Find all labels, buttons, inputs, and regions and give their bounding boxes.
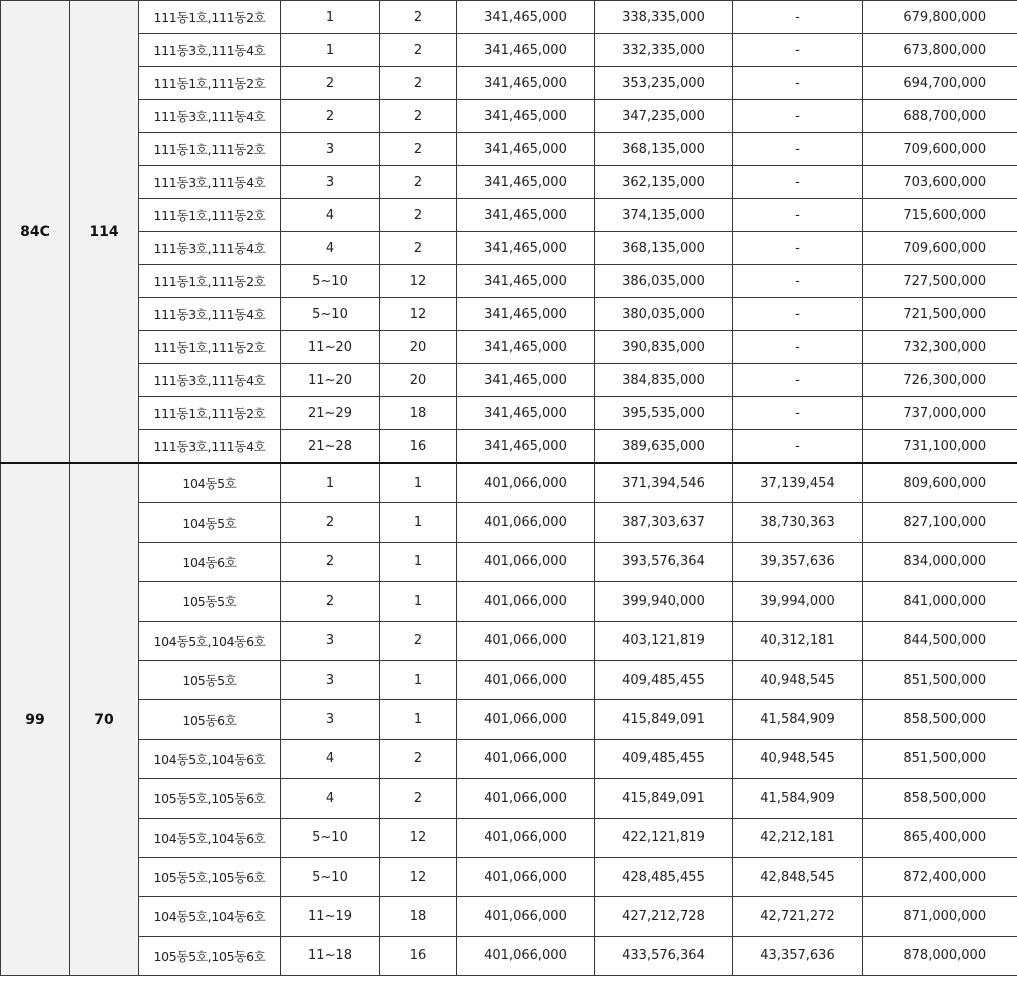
table-row bbox=[1, 818, 1017, 857]
total-cell: 732,300,000 bbox=[863, 331, 1017, 364]
land-cell: 341,465,000 bbox=[457, 397, 595, 430]
building-cell: 353,235,000 bbox=[595, 67, 733, 100]
units-cell: 18 bbox=[380, 897, 457, 936]
table-row bbox=[1, 298, 1017, 331]
building-cell: 433,576,364 bbox=[595, 936, 733, 975]
dong-cell: 111동1호,111동2호 bbox=[139, 331, 281, 364]
floor-cell: 4 bbox=[281, 779, 380, 818]
total-cell: 841,000,000 bbox=[863, 582, 1017, 621]
table-row bbox=[1, 660, 1017, 699]
supply-count-cell: 114 bbox=[70, 1, 139, 464]
dong-cell: 111동3호,111동4호 bbox=[139, 100, 281, 133]
total-cell: 727,500,000 bbox=[863, 265, 1017, 298]
supply-count-cell: 70 bbox=[70, 463, 139, 976]
floor-cell: 4 bbox=[281, 232, 380, 265]
land-cell: 401,066,000 bbox=[457, 739, 595, 778]
land-cell: 341,465,000 bbox=[457, 298, 595, 331]
floor-cell: 5~10 bbox=[281, 298, 380, 331]
dong-cell: 111동3호,111동4호 bbox=[139, 364, 281, 397]
floor-cell: 3 bbox=[281, 133, 380, 166]
table-row bbox=[1, 463, 1017, 503]
table-row bbox=[1, 700, 1017, 739]
land-cell: 341,465,000 bbox=[457, 166, 595, 199]
land-cell: 341,465,000 bbox=[457, 199, 595, 232]
units-cell: 2 bbox=[380, 133, 457, 166]
dong-cell: 105동5호,105동6호 bbox=[139, 857, 281, 896]
dong-cell: 111동3호,111동4호 bbox=[139, 166, 281, 199]
building-cell: 338,335,000 bbox=[595, 1, 733, 34]
units-cell: 20 bbox=[380, 364, 457, 397]
floor-cell: 21~29 bbox=[281, 397, 380, 430]
building-cell: 390,835,000 bbox=[595, 331, 733, 364]
total-cell: 709,600,000 bbox=[863, 232, 1017, 265]
units-cell: 1 bbox=[380, 542, 457, 581]
units-cell: 2 bbox=[380, 199, 457, 232]
vat-cell: 39,994,000 bbox=[733, 582, 863, 621]
units-cell: 1 bbox=[380, 700, 457, 739]
building-cell: 347,235,000 bbox=[595, 100, 733, 133]
land-cell: 401,066,000 bbox=[457, 503, 595, 542]
table-row bbox=[1, 503, 1017, 542]
dong-cell: 104동5호 bbox=[139, 463, 281, 503]
units-cell: 1 bbox=[380, 463, 457, 503]
vat-cell: - bbox=[733, 1, 863, 34]
dong-cell: 105동5호,105동6호 bbox=[139, 936, 281, 975]
table-row bbox=[1, 621, 1017, 660]
building-cell: 409,485,455 bbox=[595, 660, 733, 699]
land-cell: 401,066,000 bbox=[457, 621, 595, 660]
floor-cell: 11~18 bbox=[281, 936, 380, 975]
units-cell: 2 bbox=[380, 232, 457, 265]
vat-cell: 39,357,636 bbox=[733, 542, 863, 581]
building-cell: 427,212,728 bbox=[595, 897, 733, 936]
land-cell: 401,066,000 bbox=[457, 463, 595, 503]
vat-cell: - bbox=[733, 67, 863, 100]
unit-type-cell: 84C bbox=[1, 1, 70, 464]
total-cell: 715,600,000 bbox=[863, 199, 1017, 232]
total-cell: 871,000,000 bbox=[863, 897, 1017, 936]
table-row bbox=[1, 166, 1017, 199]
building-cell: 393,576,364 bbox=[595, 542, 733, 581]
units-cell: 1 bbox=[380, 582, 457, 621]
dong-cell: 104동5호,104동6호 bbox=[139, 739, 281, 778]
table-row bbox=[1, 857, 1017, 896]
floor-cell: 3 bbox=[281, 700, 380, 739]
total-cell: 721,500,000 bbox=[863, 298, 1017, 331]
floor-cell: 3 bbox=[281, 621, 380, 660]
building-cell: 374,135,000 bbox=[595, 199, 733, 232]
total-cell: 694,700,000 bbox=[863, 67, 1017, 100]
floor-cell: 1 bbox=[281, 463, 380, 503]
dong-cell: 111동1호,111동2호 bbox=[139, 133, 281, 166]
building-cell: 399,940,000 bbox=[595, 582, 733, 621]
building-cell: 428,485,455 bbox=[595, 857, 733, 896]
vat-cell: 42,212,181 bbox=[733, 818, 863, 857]
land-cell: 341,465,000 bbox=[457, 100, 595, 133]
vat-cell: - bbox=[733, 331, 863, 364]
units-cell: 2 bbox=[380, 166, 457, 199]
total-cell: 851,500,000 bbox=[863, 660, 1017, 699]
floor-cell: 11~19 bbox=[281, 897, 380, 936]
dong-cell: 104동5호,104동6호 bbox=[139, 897, 281, 936]
building-cell: 332,335,000 bbox=[595, 34, 733, 67]
units-cell: 2 bbox=[380, 621, 457, 660]
units-cell: 12 bbox=[380, 265, 457, 298]
table-row bbox=[1, 34, 1017, 67]
land-cell: 341,465,000 bbox=[457, 1, 595, 34]
units-cell: 12 bbox=[380, 298, 457, 331]
price-table-body bbox=[1, 1, 1017, 976]
dong-cell: 111동1호,111동2호 bbox=[139, 67, 281, 100]
table-row bbox=[1, 331, 1017, 364]
table-row bbox=[1, 430, 1017, 464]
dong-cell: 111동1호,111동2호 bbox=[139, 1, 281, 34]
dong-cell: 104동5호,104동6호 bbox=[139, 818, 281, 857]
vat-cell: 43,357,636 bbox=[733, 936, 863, 975]
land-cell: 401,066,000 bbox=[457, 660, 595, 699]
vat-cell: 40,312,181 bbox=[733, 621, 863, 660]
total-cell: 731,100,000 bbox=[863, 430, 1017, 464]
floor-cell: 2 bbox=[281, 503, 380, 542]
table-row bbox=[1, 199, 1017, 232]
table-row bbox=[1, 232, 1017, 265]
units-cell: 2 bbox=[380, 100, 457, 133]
land-cell: 341,465,000 bbox=[457, 364, 595, 397]
vat-cell: - bbox=[733, 166, 863, 199]
floor-cell: 2 bbox=[281, 542, 380, 581]
land-cell: 401,066,000 bbox=[457, 936, 595, 975]
building-cell: 380,035,000 bbox=[595, 298, 733, 331]
floor-cell: 3 bbox=[281, 660, 380, 699]
table-row bbox=[1, 936, 1017, 975]
table-row bbox=[1, 133, 1017, 166]
dong-cell: 111동3호,111동4호 bbox=[139, 298, 281, 331]
floor-cell: 1 bbox=[281, 34, 380, 67]
building-cell: 384,835,000 bbox=[595, 364, 733, 397]
building-cell: 368,135,000 bbox=[595, 232, 733, 265]
units-cell: 18 bbox=[380, 397, 457, 430]
vat-cell: 41,584,909 bbox=[733, 779, 863, 818]
land-cell: 401,066,000 bbox=[457, 582, 595, 621]
units-cell: 2 bbox=[380, 67, 457, 100]
units-cell: 2 bbox=[380, 779, 457, 818]
total-cell: 834,000,000 bbox=[863, 542, 1017, 581]
dong-cell: 105동5호,105동6호 bbox=[139, 779, 281, 818]
total-cell: 673,800,000 bbox=[863, 34, 1017, 67]
table-row bbox=[1, 739, 1017, 778]
table-row bbox=[1, 1, 1017, 34]
floor-cell: 11~20 bbox=[281, 331, 380, 364]
vat-cell: - bbox=[733, 298, 863, 331]
dong-cell: 105동6호 bbox=[139, 700, 281, 739]
building-cell: 415,849,091 bbox=[595, 779, 733, 818]
units-cell: 1 bbox=[380, 660, 457, 699]
vat-cell: 42,721,272 bbox=[733, 897, 863, 936]
table-row bbox=[1, 67, 1017, 100]
building-cell: 403,121,819 bbox=[595, 621, 733, 660]
vat-cell: 40,948,545 bbox=[733, 660, 863, 699]
floor-cell: 2 bbox=[281, 100, 380, 133]
total-cell: 737,000,000 bbox=[863, 397, 1017, 430]
total-cell: 709,600,000 bbox=[863, 133, 1017, 166]
dong-cell: 111동3호,111동4호 bbox=[139, 430, 281, 464]
dong-cell: 105동5호 bbox=[139, 582, 281, 621]
vat-cell: - bbox=[733, 265, 863, 298]
floor-cell: 2 bbox=[281, 67, 380, 100]
units-cell: 16 bbox=[380, 936, 457, 975]
land-cell: 341,465,000 bbox=[457, 331, 595, 364]
building-cell: 368,135,000 bbox=[595, 133, 733, 166]
units-cell: 16 bbox=[380, 430, 457, 464]
floor-cell: 21~28 bbox=[281, 430, 380, 464]
units-cell: 2 bbox=[380, 1, 457, 34]
dong-cell: 104동5호,104동6호 bbox=[139, 621, 281, 660]
units-cell: 2 bbox=[380, 34, 457, 67]
land-cell: 341,465,000 bbox=[457, 67, 595, 100]
land-cell: 341,465,000 bbox=[457, 265, 595, 298]
vat-cell: - bbox=[733, 364, 863, 397]
units-cell: 20 bbox=[380, 331, 457, 364]
vat-cell: - bbox=[733, 397, 863, 430]
units-cell: 12 bbox=[380, 818, 457, 857]
table-row bbox=[1, 364, 1017, 397]
dong-cell: 111동3호,111동4호 bbox=[139, 34, 281, 67]
total-cell: 858,500,000 bbox=[863, 700, 1017, 739]
vat-cell: - bbox=[733, 232, 863, 265]
vat-cell: - bbox=[733, 34, 863, 67]
building-cell: 395,535,000 bbox=[595, 397, 733, 430]
dong-cell: 104동6호 bbox=[139, 542, 281, 581]
units-cell: 1 bbox=[380, 503, 457, 542]
land-cell: 401,066,000 bbox=[457, 897, 595, 936]
total-cell: 872,400,000 bbox=[863, 857, 1017, 896]
building-cell: 362,135,000 bbox=[595, 166, 733, 199]
dong-cell: 111동1호,111동2호 bbox=[139, 397, 281, 430]
total-cell: 688,700,000 bbox=[863, 100, 1017, 133]
total-cell: 844,500,000 bbox=[863, 621, 1017, 660]
floor-cell: 2 bbox=[281, 582, 380, 621]
floor-cell: 5~10 bbox=[281, 857, 380, 896]
vat-cell: - bbox=[733, 430, 863, 464]
table-row bbox=[1, 582, 1017, 621]
table-row bbox=[1, 265, 1017, 298]
table-row bbox=[1, 542, 1017, 581]
land-cell: 401,066,000 bbox=[457, 542, 595, 581]
building-cell: 409,485,455 bbox=[595, 739, 733, 778]
vat-cell: 37,139,454 bbox=[733, 463, 863, 503]
floor-cell: 5~10 bbox=[281, 818, 380, 857]
floor-cell: 4 bbox=[281, 199, 380, 232]
table-row bbox=[1, 397, 1017, 430]
table-row bbox=[1, 779, 1017, 818]
total-cell: 679,800,000 bbox=[863, 1, 1017, 34]
units-cell: 12 bbox=[380, 857, 457, 896]
building-cell: 389,635,000 bbox=[595, 430, 733, 464]
floor-cell: 1 bbox=[281, 1, 380, 34]
land-cell: 341,465,000 bbox=[457, 133, 595, 166]
vat-cell: 40,948,545 bbox=[733, 739, 863, 778]
land-cell: 401,066,000 bbox=[457, 857, 595, 896]
dong-cell: 111동3호,111동4호 bbox=[139, 232, 281, 265]
building-cell: 422,121,819 bbox=[595, 818, 733, 857]
building-cell: 415,849,091 bbox=[595, 700, 733, 739]
floor-cell: 4 bbox=[281, 739, 380, 778]
total-cell: 827,100,000 bbox=[863, 503, 1017, 542]
floor-cell: 3 bbox=[281, 166, 380, 199]
dong-cell: 111동1호,111동2호 bbox=[139, 265, 281, 298]
unit-type-cell: 99 bbox=[1, 463, 70, 976]
land-cell: 401,066,000 bbox=[457, 700, 595, 739]
building-cell: 386,035,000 bbox=[595, 265, 733, 298]
table-row bbox=[1, 100, 1017, 133]
total-cell: 865,400,000 bbox=[863, 818, 1017, 857]
total-cell: 858,500,000 bbox=[863, 779, 1017, 818]
dong-cell: 104동5호 bbox=[139, 503, 281, 542]
table-row bbox=[1, 897, 1017, 936]
vat-cell: 38,730,363 bbox=[733, 503, 863, 542]
building-cell: 387,303,637 bbox=[595, 503, 733, 542]
floor-cell: 5~10 bbox=[281, 265, 380, 298]
dong-cell: 111동1호,111동2호 bbox=[139, 199, 281, 232]
vat-cell: 41,584,909 bbox=[733, 700, 863, 739]
total-cell: 809,600,000 bbox=[863, 463, 1017, 503]
total-cell: 726,300,000 bbox=[863, 364, 1017, 397]
land-cell: 341,465,000 bbox=[457, 232, 595, 265]
dong-cell: 105동5호 bbox=[139, 660, 281, 699]
units-cell: 2 bbox=[380, 739, 457, 778]
land-cell: 401,066,000 bbox=[457, 779, 595, 818]
land-cell: 401,066,000 bbox=[457, 818, 595, 857]
total-cell: 851,500,000 bbox=[863, 739, 1017, 778]
vat-cell: - bbox=[733, 100, 863, 133]
total-cell: 703,600,000 bbox=[863, 166, 1017, 199]
vat-cell: - bbox=[733, 133, 863, 166]
vat-cell: 42,848,545 bbox=[733, 857, 863, 896]
floor-cell: 11~20 bbox=[281, 364, 380, 397]
total-cell: 878,000,000 bbox=[863, 936, 1017, 975]
land-cell: 341,465,000 bbox=[457, 430, 595, 464]
vat-cell: - bbox=[733, 199, 863, 232]
land-cell: 341,465,000 bbox=[457, 34, 595, 67]
building-cell: 371,394,546 bbox=[595, 463, 733, 503]
